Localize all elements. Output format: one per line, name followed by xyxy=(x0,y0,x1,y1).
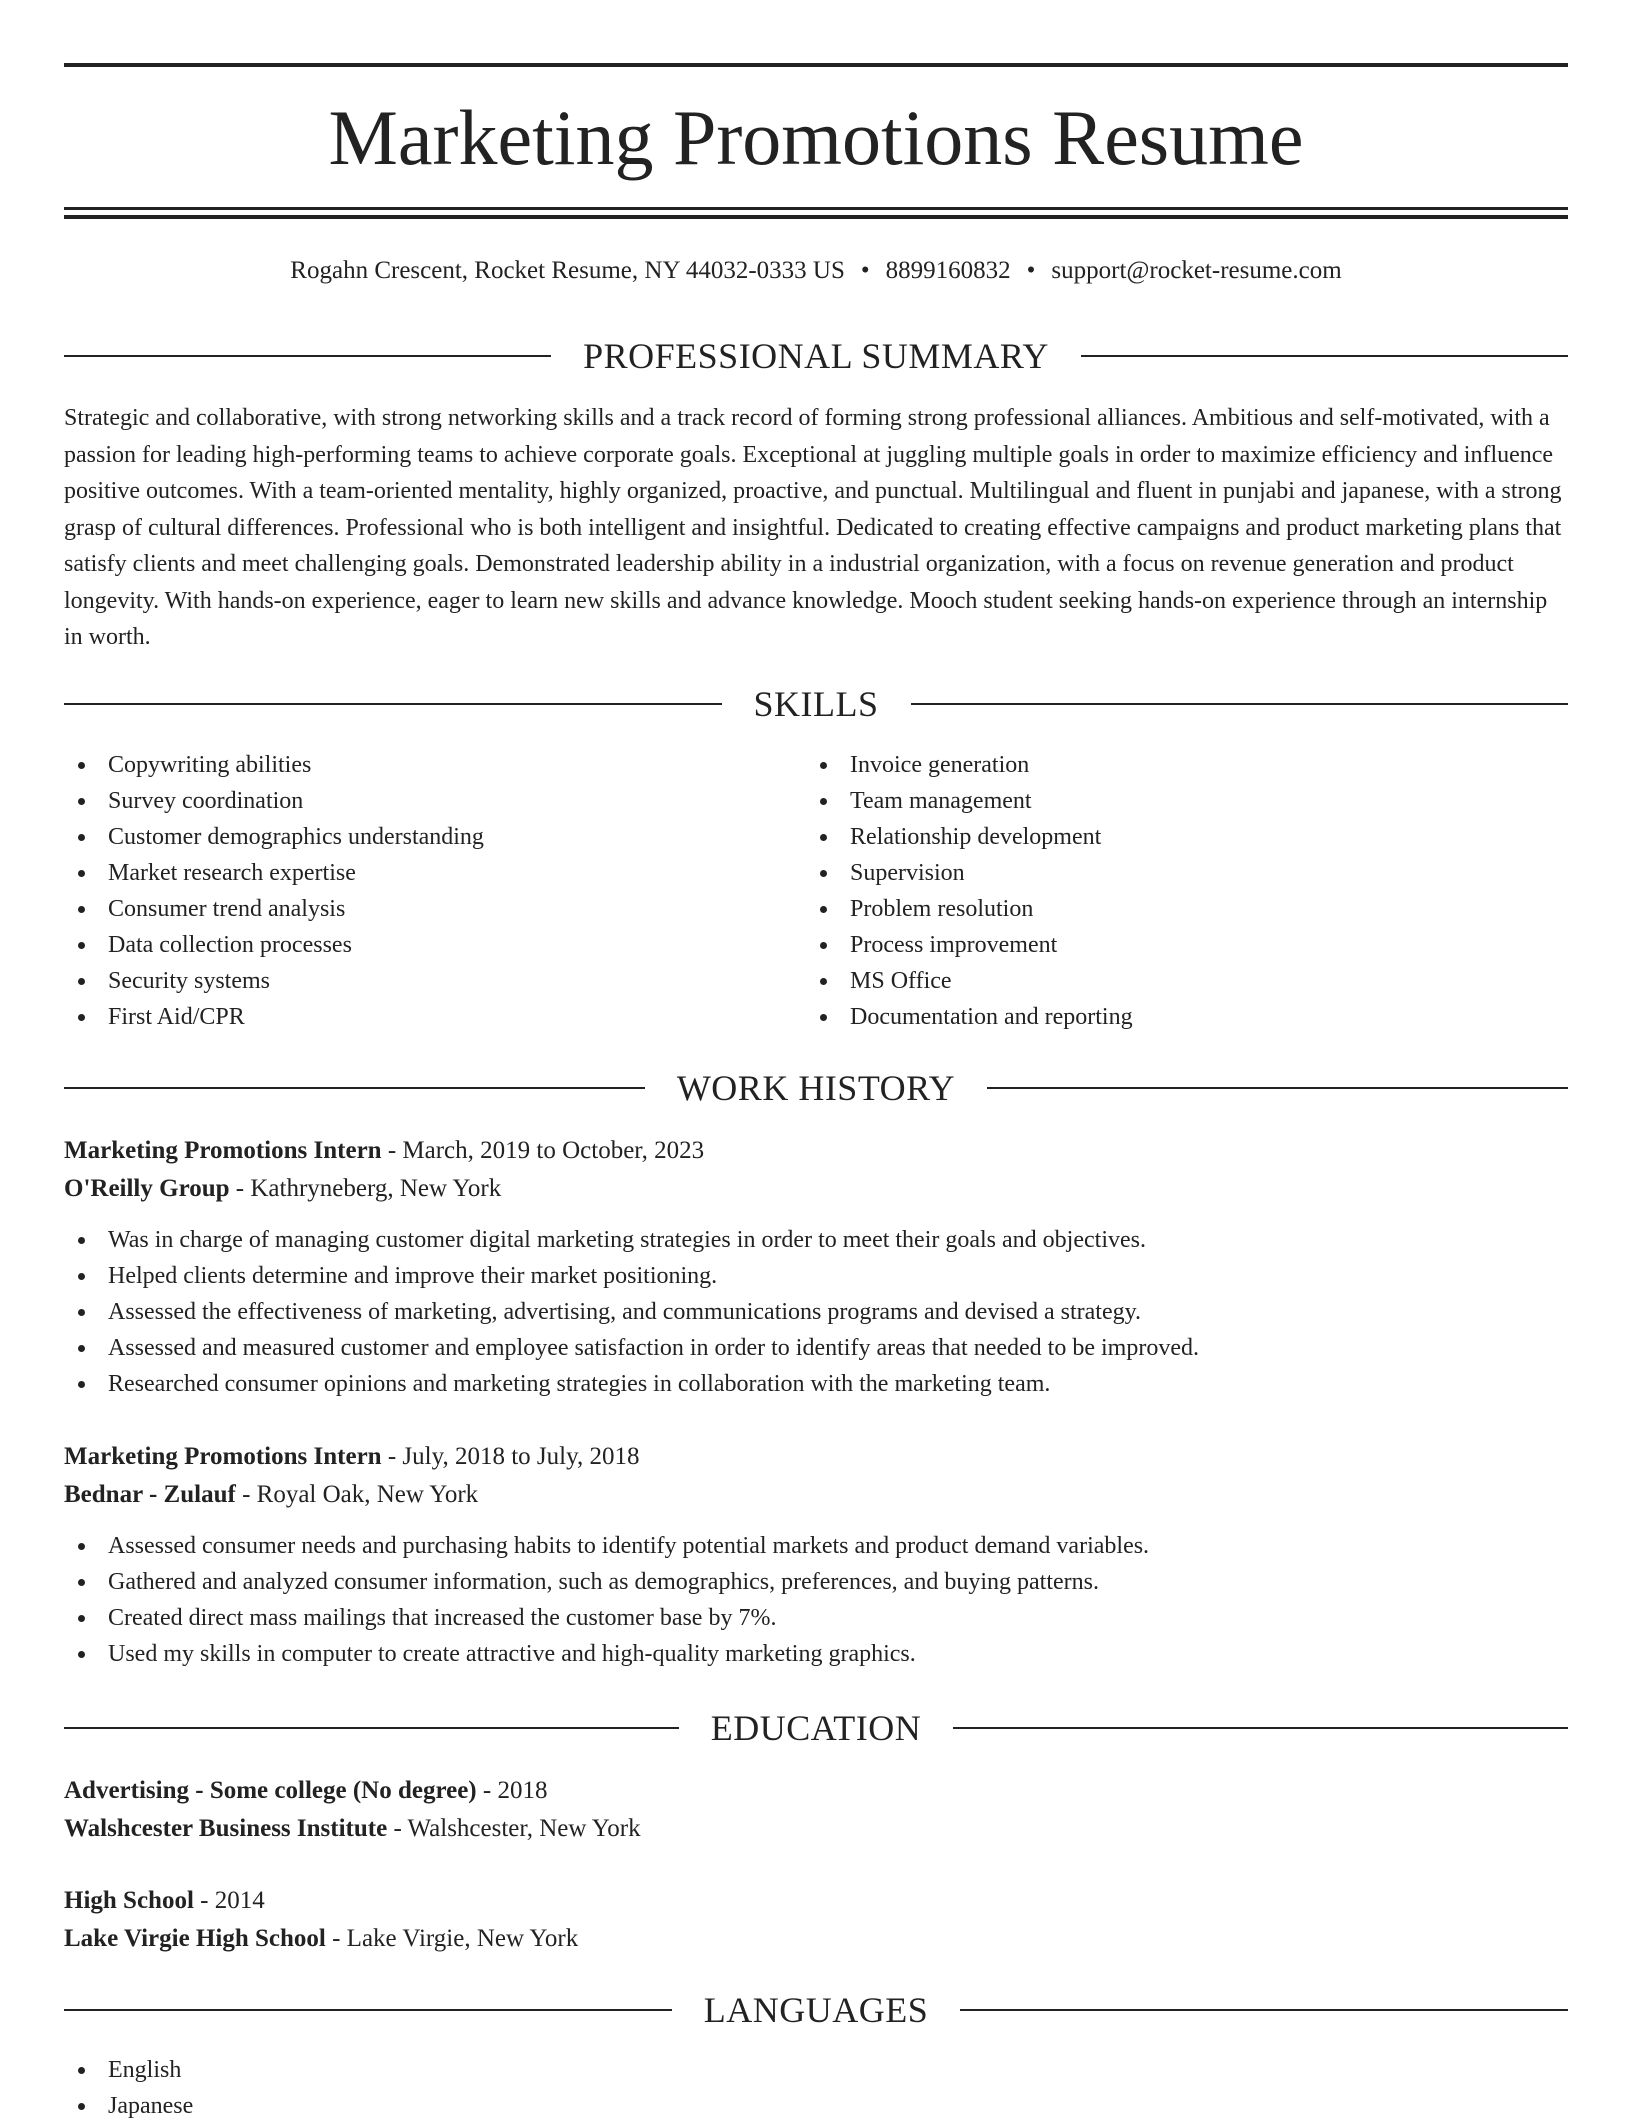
section-heading-work-history xyxy=(64,1066,1568,1110)
skill-item: Problem resolution xyxy=(806,891,1546,927)
section-divider xyxy=(1081,355,1568,357)
job-bullet: Assessed the effectiveness of marketing, advertising, and communications programs and devised a strategy. xyxy=(64,1294,1568,1330)
section-divider xyxy=(64,1087,645,1089)
school-line xyxy=(64,1920,1568,1958)
degree-name: Advertising - Some college (No degree) xyxy=(64,1777,477,1804)
header-double-rule-lower xyxy=(64,215,1568,219)
company-location: - Kathryneberg, New York xyxy=(229,1175,502,1202)
skill-item: Documentation and reporting xyxy=(806,999,1546,1035)
section-divider xyxy=(64,2009,672,2011)
job-company-line xyxy=(64,1170,1568,1208)
section-divider xyxy=(64,703,722,705)
section-heading-summary xyxy=(64,334,1568,378)
school-name: Walshcester Business Institute xyxy=(64,1815,388,1842)
degree-year: - 2014 xyxy=(193,1887,265,1914)
school-location: - Walshcester, New York xyxy=(387,1815,641,1842)
skills-list-left xyxy=(64,747,804,1035)
skill-item: Relationship development xyxy=(806,819,1546,855)
job-dates: - March, 2019 to October, 2023 xyxy=(381,1137,705,1164)
skill-item: Customer demographics understanding xyxy=(64,819,804,855)
work-entry xyxy=(64,1438,1568,1672)
job-title-line xyxy=(64,1132,1568,1170)
section-divider xyxy=(911,703,1569,705)
job-title: Marketing Promotions Intern xyxy=(64,1137,382,1164)
job-bullet: Was in charge of managing customer digital marketing strategies in order to meet their goals and objectives. xyxy=(64,1222,1568,1258)
company-location: - Royal Oak, New York xyxy=(235,1481,479,1508)
company-name: Bednar - Zulauf xyxy=(64,1481,236,1508)
section-heading-languages xyxy=(64,1988,1568,2032)
job-company-line xyxy=(64,1476,1568,1514)
job-bullet: Assessed and measured customer and employee satisfaction in order to identify areas that needed to be improved. xyxy=(64,1330,1568,1366)
section-divider xyxy=(987,1087,1568,1089)
job-bullet: Used my skills in computer to create attractive and high-quality marketing graphics. xyxy=(64,1636,1568,1672)
section-divider xyxy=(64,1727,679,1729)
degree-year: - 2018 xyxy=(476,1777,548,1804)
header-top-rule xyxy=(64,63,1568,67)
job-bullet: Gathered and analyzed consumer information, such as demographics, preferences, and buying patterns. xyxy=(64,1564,1568,1600)
resume-title: Marketing Promotions Resume xyxy=(328,94,1304,181)
school-line xyxy=(64,1810,1568,1848)
professional-summary-text: Strategic and collaborative, with strong networking skills and a track record of forming strong professional alliances. Ambitious and self-motivated, with a passion for leading high-performing teams to achieve corporate goals. Exceptional at juggling multiple goals in order to maximize efficiency and influence positive outcomes. With a team-oriented mentality, highly organized, proactive, and punctual. Multilingual and fluent in punjabi and japanese, with a strong grasp of cultural differences. Professional who is both intelligent and insightful. Dedicated to creating effective campaigns and product marketing plans that satisfy clients and meet challenging goals. Demonstrated leadership ability in a industrial organization, with a focus on revenue generation and product longevity. With hands-on experience, eager to learn new skills and advance knowledge. Mooch student seeking hands-on experience through an internship in worth. xyxy=(64,405,1562,650)
skill-item: Data collection processes xyxy=(64,927,804,963)
language-item: Japanese xyxy=(64,2088,804,2124)
skill-item: Supervision xyxy=(806,855,1546,891)
header-double-rule-upper xyxy=(64,207,1568,210)
section-title: SKILLS xyxy=(753,684,879,724)
job-bullet: Created direct mass mailings that increased the customer base by 7%. xyxy=(64,1600,1568,1636)
school-location: - Lake Virgie, New York xyxy=(325,1925,579,1952)
job-title-line xyxy=(64,1438,1568,1476)
work-entry xyxy=(64,1132,1568,1402)
section-divider xyxy=(64,355,551,357)
contact-line xyxy=(64,252,1568,290)
degree-line xyxy=(64,1882,1568,1920)
section-title: EDUCATION xyxy=(710,1708,922,1748)
school-name: Lake Virgie High School xyxy=(64,1925,326,1952)
skill-item: Invoice generation xyxy=(806,747,1546,783)
section-title: LANGUAGES xyxy=(703,1990,929,2030)
skill-item: Process improvement xyxy=(806,927,1546,963)
job-bullets xyxy=(64,1222,1568,1402)
job-title: Marketing Promotions Intern xyxy=(64,1443,382,1470)
section-title: PROFESSIONAL SUMMARY xyxy=(583,336,1049,376)
skill-item: Team management xyxy=(806,783,1546,819)
skill-item: Security systems xyxy=(64,963,804,999)
job-dates: - July, 2018 to July, 2018 xyxy=(381,1443,640,1470)
contact-separator: • xyxy=(860,257,870,284)
section-divider xyxy=(960,2009,1568,2011)
contact-address: Rogahn Crescent, Rocket Resume, NY 44032-0333 US xyxy=(290,257,845,284)
skill-item: First Aid/CPR xyxy=(64,999,804,1035)
skill-item: Consumer trend analysis xyxy=(64,891,804,927)
contact-phone: 8899160832 xyxy=(885,257,1011,284)
company-name: O'Reilly Group xyxy=(64,1175,230,1202)
contact-separator: • xyxy=(1026,257,1036,284)
skill-item: Market research expertise xyxy=(64,855,804,891)
contact-email: support@rocket-resume.com xyxy=(1051,257,1342,284)
language-item: English xyxy=(64,2052,804,2088)
job-bullet: Assessed consumer needs and purchasing habits to identify potential markets and product demand variables. xyxy=(64,1528,1568,1564)
section-heading-skills xyxy=(64,682,1568,726)
skill-item: Copywriting abilities xyxy=(64,747,804,783)
job-bullet: Helped clients determine and improve their market positioning. xyxy=(64,1258,1568,1294)
skills-list-right xyxy=(806,747,1546,1035)
degree-name: High School xyxy=(64,1887,194,1914)
section-heading-education xyxy=(64,1706,1568,1750)
job-bullets xyxy=(64,1528,1568,1672)
section-divider xyxy=(953,1727,1568,1729)
education-entry xyxy=(64,1772,1568,1848)
skill-item: MS Office xyxy=(806,963,1546,999)
section-title: WORK HISTORY xyxy=(676,1068,956,1108)
degree-line xyxy=(64,1772,1568,1810)
languages-list xyxy=(64,2052,804,2124)
job-bullet: Researched consumer opinions and marketing strategies in collaboration with the marketing team. xyxy=(64,1366,1568,1402)
skill-item: Survey coordination xyxy=(64,783,804,819)
education-entry xyxy=(64,1882,1568,1958)
